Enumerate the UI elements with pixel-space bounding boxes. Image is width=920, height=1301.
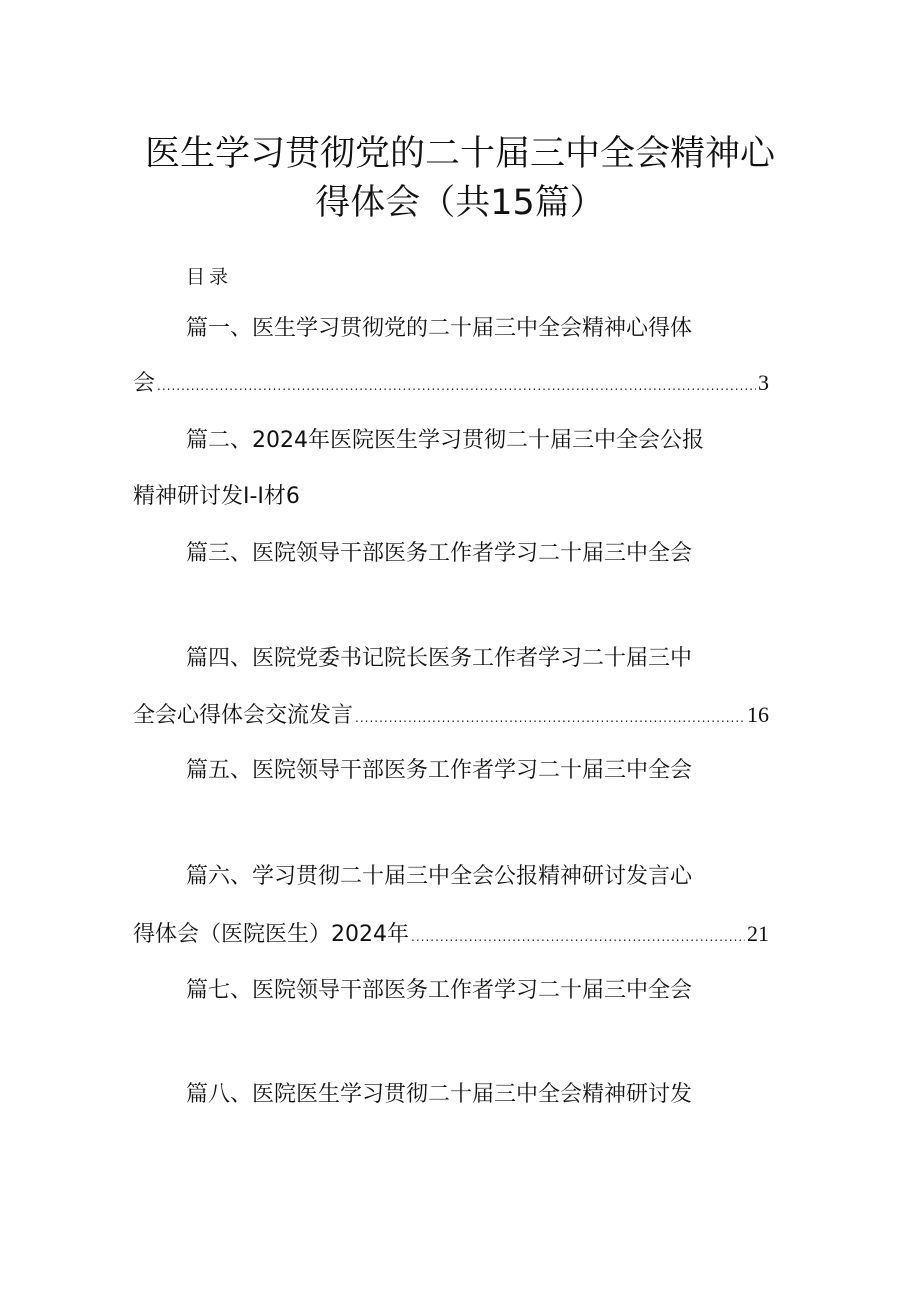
document-title-line-2: 得体会（共15篇） xyxy=(315,183,605,223)
toc-entry-6-title-end: 得体会（医院医生）2024年 xyxy=(133,922,409,947)
toc-entry-1-continuation[interactable] xyxy=(133,372,769,395)
toc-entry-8-title[interactable]: 篇八、医院医生学习贯彻二十届三中全会精神研讨发 xyxy=(186,1082,693,1107)
toc-entry-3-title[interactable]: 篇三、医院领导干部医务工作者学习二十届三中全会 xyxy=(186,541,693,566)
toc-heading: 目录 xyxy=(186,266,233,288)
toc-entry-6-continuation[interactable] xyxy=(133,923,769,946)
toc-entry-4-continuation[interactable] xyxy=(133,704,769,727)
dot-leader xyxy=(157,380,756,392)
toc-entry-1-title[interactable]: 篇一、医生学习贯彻党的二十届三中全会精神心得体 xyxy=(186,316,693,341)
toc-entry-1-page-number: 3 xyxy=(758,370,769,395)
toc-entry-4-title-end: 全会心得体会交流发言 xyxy=(133,703,354,728)
dot-leader xyxy=(355,712,745,724)
toc-entry-2-title-end[interactable]: 精神研讨发I-I材6 xyxy=(133,484,300,509)
toc-entry-4-title[interactable]: 篇四、医院党委书记院长医务工作者学习二十届三中 xyxy=(186,646,693,671)
toc-entry-7-title[interactable]: 篇七、医院领导干部医务工作者学习二十届三中全会 xyxy=(186,978,693,1003)
document-title-line-1: 医生学习贯彻党的二十届三中全会精神心 xyxy=(144,134,775,174)
toc-entry-1-title-end: 会 xyxy=(133,371,156,396)
toc-entry-5-title[interactable]: 篇五、医院领导干部医务工作者学习二十届三中全会 xyxy=(186,758,693,783)
toc-entry-2-title[interactable]: 篇二、2024年医院医生学习贯彻二十届三中全会公报 xyxy=(186,428,704,453)
toc-entry-4-page-number: 16 xyxy=(747,702,769,727)
toc-entry-6-page-number: 21 xyxy=(747,921,769,946)
dot-leader xyxy=(411,931,745,943)
toc-entry-6-title[interactable]: 篇六、学习贯彻二十届三中全会公报精神研讨发言心 xyxy=(186,864,693,889)
